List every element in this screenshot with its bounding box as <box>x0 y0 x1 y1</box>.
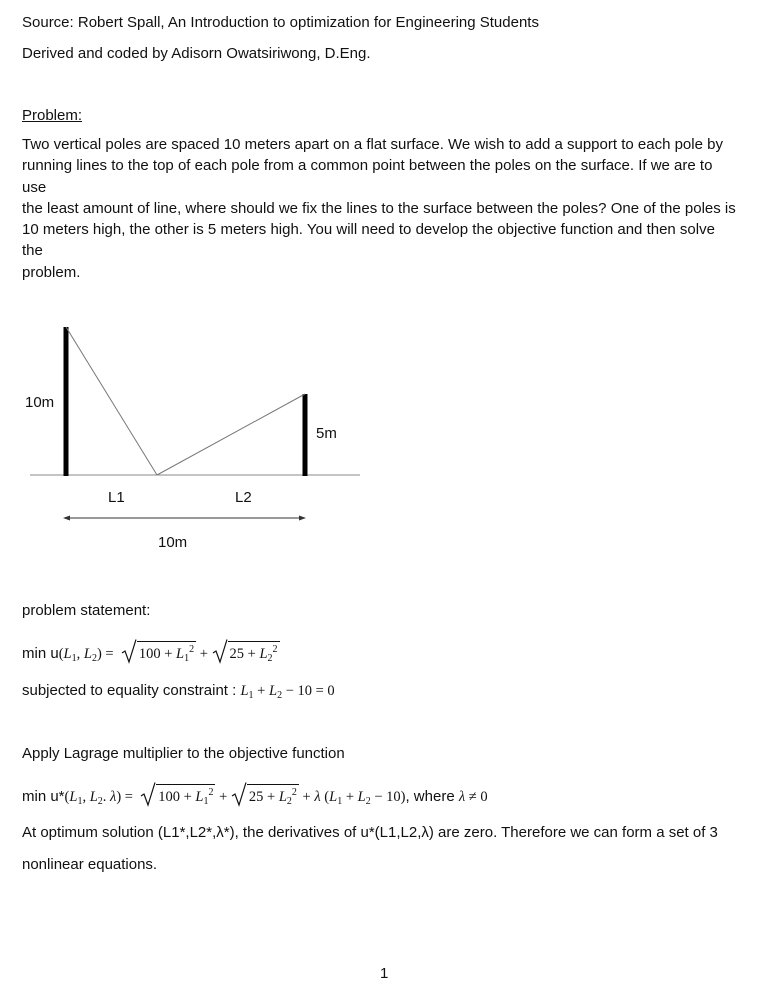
problem-line: running lines to the top of each pole from a common point between the poles on the surface. If we are to use <box>22 157 713 196</box>
objective-equation <box>22 641 280 664</box>
poles-diagram <box>0 300 400 570</box>
problem-line: problem. <box>22 263 81 281</box>
lambda-nonzero: λ ≠ 0 <box>458 789 488 805</box>
min-ustar-prefix: min u* <box>22 788 65 805</box>
sqrt-term-4: $25 + L_2^2$ <box>231 784 299 807</box>
lagrangian-equation <box>22 784 488 807</box>
sqrt-term-3: $100 + L_1^2$ <box>140 784 215 807</box>
where-text: , where <box>405 788 459 805</box>
line-to-tall-pole <box>66 327 157 475</box>
problem-heading: Problem: <box>22 107 83 124</box>
constraint-formula: $L_1 + L_2 - 10 = 0$ <box>240 683 335 701</box>
sqrt-term-1: $100 + L_1^2$ <box>121 641 196 664</box>
optimum-line-1: At optimum solution (L1*,L2*,λ*), the derivatives of u*(L1,L2,λ) are zero. Therefore we can form a set of 3 <box>22 824 718 841</box>
lagrangian-formula: ($L_1$, $L_2$. λ) = $100 + L_1^2$ + $25 + L_2^2 + \lambda$ $(L_1 + L_2 - 10)$ <box>65 789 406 805</box>
constraint-equation <box>22 682 335 701</box>
source-line: Source: Robert Spall, An Introduction to optimization for Engineering Students <box>22 14 539 31</box>
optimum-line-2: nonlinear equations. <box>22 856 158 873</box>
statement-heading: problem statement: <box>22 602 151 619</box>
sqrt-term-2: $25 + L_2^2$ <box>212 641 280 664</box>
problem-text <box>22 134 737 283</box>
lagrange-heading: Apply Lagrage multiplier to the objective function <box>22 745 345 762</box>
poles-figure <box>0 300 400 570</box>
objective-formula: ($L_1$, $L_2$) = $100 + L_1^2$ + $25 + L_2^2$ <box>59 646 280 662</box>
line-to-short-pole <box>157 394 305 475</box>
segment-l2-label: L2 <box>235 489 252 506</box>
tall-pole-label: 10m <box>25 394 55 411</box>
segment-l1-label: L1 <box>108 489 125 506</box>
span-arrow-left <box>63 516 70 521</box>
span-arrow-right <box>299 516 306 521</box>
problem-line: Two vertical poles are spaced 10 meters apart on a flat surface. We wish to add a support to each pole by <box>22 136 723 153</box>
problem-line: 10 meters high, the other is 5 meters high. You will need to develop the objective function and then solve the <box>22 221 715 260</box>
page-number: 1 <box>380 965 389 982</box>
author-line: Derived and coded by Adisorn Owatsiriwong, D.Eng. <box>22 45 371 62</box>
min-u-prefix: min u <box>22 645 59 662</box>
short-pole-label: 5m <box>316 425 337 442</box>
constraint-prefix: subjected to equality constraint : <box>22 682 241 699</box>
span-label: 10m <box>158 534 188 551</box>
problem-line: the least amount of line, where should we fix the lines to the surface between the poles? One of the poles is <box>22 199 736 217</box>
